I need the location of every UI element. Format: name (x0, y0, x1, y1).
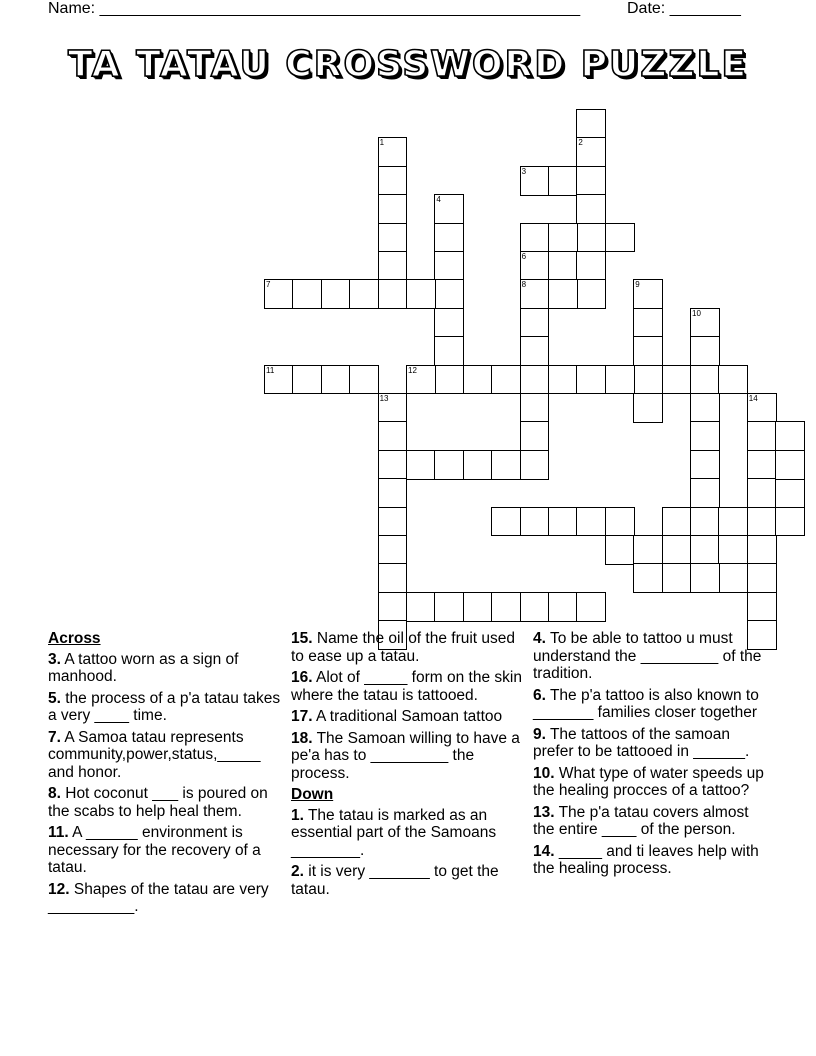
clue-text: Name the oil of the fruit used to ease up a tatau. (291, 630, 516, 665)
grid-cell[interactable] (576, 194, 606, 224)
grid-cell[interactable] (576, 507, 606, 537)
clue-number: 1 (379, 138, 385, 148)
clue-text: The tattoos of the samoan prefer to be tattooed in ______. (533, 725, 750, 760)
grid-cell[interactable] (747, 450, 777, 480)
grid-cell[interactable] (434, 450, 464, 480)
clue-text: The Samoan willing to have a pe'a has to _________ the process. (291, 729, 520, 782)
clue-label: 5. (48, 689, 61, 707)
grid-cell[interactable] (747, 478, 777, 508)
down-clue (291, 807, 529, 860)
clue-number: 14 (748, 394, 758, 403)
grid-cell[interactable] (378, 421, 408, 451)
grid-cell[interactable] (690, 535, 720, 565)
grid-cell[interactable] (633, 563, 663, 593)
grid-cell[interactable] (520, 450, 550, 480)
across-clue (48, 651, 286, 686)
grid-cell[interactable] (292, 279, 322, 309)
grid-cell[interactable] (690, 450, 720, 480)
clue-text: Hot coconut ___ is poured on the scabs to help heal them. (48, 785, 268, 820)
grid-cell[interactable] (520, 421, 550, 451)
clue-number: 3 (521, 166, 527, 176)
grid-cell[interactable] (406, 365, 436, 395)
grid-cell[interactable] (690, 478, 720, 508)
grid-cell[interactable] (690, 421, 720, 451)
grid-cell[interactable] (520, 507, 550, 537)
grid-cell[interactable] (633, 365, 663, 395)
grid-cell[interactable] (747, 563, 777, 593)
grid-cell[interactable] (264, 365, 294, 395)
clue-text: The p'a tatau covers almost the entire ____ of the person. (533, 803, 749, 838)
grid-cell[interactable] (491, 365, 521, 395)
grid-cell[interactable] (520, 393, 550, 423)
grid-cell[interactable] (378, 393, 408, 423)
grid-cell[interactable] (491, 450, 521, 480)
grid-cell[interactable] (718, 365, 748, 395)
grid-cell[interactable] (576, 279, 606, 309)
grid-cell[interactable] (747, 393, 777, 423)
grid-cell[interactable] (548, 592, 578, 622)
clue-text: the process of a p'a tatau takes a very ____ time. (48, 689, 281, 724)
grid-cell[interactable] (434, 194, 464, 224)
grid-cell[interactable] (690, 365, 720, 395)
grid-cell[interactable] (747, 507, 777, 537)
down-clue (533, 726, 765, 761)
grid-cell[interactable] (775, 450, 805, 480)
grid-cell[interactable] (718, 507, 748, 537)
grid-cell[interactable] (690, 393, 720, 423)
grid-cell[interactable] (321, 279, 351, 309)
grid-cell[interactable] (434, 223, 464, 253)
clues-column-2 (291, 630, 529, 902)
name-field[interactable]: Name: ______________________________________________________ (48, 0, 581, 17)
grid-cell[interactable] (378, 450, 408, 480)
grid-cell[interactable] (662, 563, 692, 593)
grid-cell[interactable] (633, 336, 663, 366)
grid-cell[interactable] (548, 279, 578, 309)
grid-cell[interactable] (775, 421, 805, 451)
clue-text: To be able to tattoo u must understand the _________ of the tradition. (533, 630, 762, 682)
grid-cell[interactable] (520, 279, 550, 309)
grid-cell[interactable] (378, 535, 408, 565)
grid-cell[interactable] (434, 251, 464, 281)
grid-cell[interactable] (633, 308, 663, 338)
grid-cell[interactable] (747, 421, 777, 451)
grid-cell[interactable] (605, 507, 635, 537)
clue-label: 2. (291, 863, 304, 880)
across-clue (48, 690, 286, 725)
grid-cell[interactable] (349, 279, 379, 309)
clue-number: 2 (578, 138, 583, 148)
down-clue (533, 630, 765, 683)
across-clue (291, 708, 529, 726)
grid-cell[interactable] (292, 365, 322, 395)
across-clue (48, 785, 286, 820)
down-heading: Down (291, 786, 334, 803)
clue-number: 10 (692, 308, 701, 318)
grid-cell[interactable] (491, 507, 521, 537)
grid-cell[interactable] (576, 592, 606, 622)
clue-text: A tattoo worn as a sign of manhood. (48, 650, 239, 685)
grid-cell[interactable] (463, 365, 493, 395)
grid-cell[interactable] (605, 535, 635, 565)
grid-cell[interactable] (434, 336, 464, 366)
grid-cell[interactable] (605, 365, 635, 395)
grid-cell[interactable] (406, 592, 436, 622)
clue-number: 12 (408, 365, 417, 375)
grid-cell[interactable] (633, 535, 663, 565)
grid-cell[interactable] (662, 535, 692, 565)
grid-cell[interactable] (690, 336, 720, 366)
grid-cell[interactable] (747, 535, 777, 565)
clue-label: 14. (533, 842, 555, 860)
clue-text: A traditional Samoan tattoo (312, 708, 503, 725)
clue-number: 8 (521, 280, 527, 290)
clue-label: 6. (533, 686, 546, 704)
grid-cell[interactable] (775, 507, 805, 537)
grid-cell[interactable] (576, 109, 606, 139)
across-clue (48, 729, 286, 782)
clue-label: 1. (291, 806, 304, 824)
clue-label: 4. (533, 630, 546, 647)
grid-cell[interactable] (321, 365, 351, 395)
clue-text: The p'a tattoo is also known to _______ families closer together (533, 686, 759, 721)
grid-cell[interactable] (406, 450, 436, 480)
grid-cell[interactable] (775, 478, 805, 508)
grid-cell[interactable] (662, 365, 692, 395)
grid-cell[interactable] (690, 563, 720, 593)
across-clue (291, 669, 529, 704)
grid-cell[interactable] (662, 507, 692, 537)
grid-cell[interactable] (548, 507, 578, 537)
grid-cell[interactable] (576, 223, 606, 253)
grid-cell[interactable] (434, 308, 464, 338)
grid-cell[interactable] (378, 507, 408, 537)
grid-cell[interactable] (378, 166, 408, 196)
grid-cell[interactable] (434, 592, 464, 622)
grid-cell[interactable] (548, 166, 578, 196)
puzzle-title: TA TATAU CROSSWORD PUZZLE (67, 44, 749, 85)
grid-cell[interactable] (378, 251, 408, 281)
grid-cell[interactable] (406, 279, 436, 309)
clue-label: 17. (291, 708, 313, 725)
grid-cell[interactable] (747, 592, 777, 622)
down-clue (533, 804, 765, 839)
grid-cell[interactable] (520, 251, 550, 281)
clue-label: 12. (48, 880, 70, 898)
down-clue (533, 687, 765, 722)
down-clue (533, 843, 765, 878)
grid-cell[interactable] (548, 365, 578, 395)
grid-cell[interactable] (378, 137, 408, 167)
clue-label: 11. (48, 824, 69, 841)
grid-cell[interactable] (690, 507, 720, 537)
grid-cell[interactable] (520, 166, 550, 196)
clue-label: 15. (291, 630, 313, 647)
grid-cell[interactable] (434, 365, 464, 395)
clue-number: 4 (436, 195, 441, 205)
grid-cell[interactable] (718, 563, 748, 593)
grid-cell[interactable] (633, 393, 663, 423)
across-clue (291, 630, 529, 665)
clue-number: 7 (266, 280, 271, 290)
clue-text: What type of water speeds up the healing procces of a tattoo? (533, 764, 764, 799)
clue-text: The tatau is marked as an essential part of the Samoans ________. (291, 806, 497, 859)
clue-label: 13. (533, 803, 555, 821)
across-heading: Across (48, 630, 101, 647)
down-clue (291, 863, 529, 898)
clue-label: 10. (533, 764, 555, 782)
grid-cell[interactable] (520, 336, 550, 366)
grid-cell[interactable] (576, 137, 606, 167)
clue-label: 7. (48, 728, 61, 746)
grid-cell[interactable] (576, 365, 606, 395)
clue-label: 16. (291, 669, 313, 686)
clue-text: A ______ environment is necessary for the recovery of a tatau. (48, 824, 261, 876)
grid-cell[interactable] (378, 563, 408, 593)
down-clue (533, 765, 765, 800)
grid-cell[interactable] (520, 592, 550, 622)
grid-cell[interactable] (690, 308, 720, 338)
clue-text: Shapes of the tatau are very __________. (48, 880, 269, 915)
grid-cell[interactable] (520, 365, 550, 395)
clues-column-3 (533, 630, 765, 882)
date-field[interactable]: Date: ________ (627, 0, 741, 17)
grid-cell[interactable] (378, 592, 408, 622)
grid-cell[interactable] (463, 450, 493, 480)
grid-cell[interactable] (605, 223, 635, 253)
grid-cell[interactable] (434, 279, 464, 309)
across-clue (48, 881, 286, 916)
clue-number: 9 (635, 280, 640, 290)
grid-cell[interactable] (576, 166, 606, 196)
grid-cell[interactable] (520, 308, 550, 338)
clue-label: 18. (291, 729, 313, 747)
clue-label: 8. (48, 785, 61, 802)
grid-cell[interactable] (491, 592, 521, 622)
clue-text: _____ and ti leaves help with the healing process. (533, 842, 759, 877)
grid-cell[interactable] (463, 592, 493, 622)
clue-label: 3. (48, 650, 61, 668)
grid-cell[interactable] (264, 279, 294, 309)
grid-cell[interactable] (548, 223, 578, 253)
grid-cell[interactable] (718, 535, 748, 565)
grid-cell[interactable] (576, 251, 606, 281)
clue-number: 13 (379, 394, 389, 403)
grid-cell[interactable] (378, 223, 408, 253)
clue-text: Alot of _____ form on the skin where the tatau is tattooed. (291, 669, 522, 704)
clue-label: 9. (533, 725, 546, 743)
across-clue (48, 824, 286, 877)
grid-cell[interactable] (378, 478, 408, 508)
across-clue (291, 730, 529, 783)
clue-number: 6 (521, 252, 527, 261)
clue-text: it is very _______ to get the tatau. (291, 863, 499, 898)
clue-number: 11 (266, 365, 275, 375)
clues-column-1 (48, 630, 286, 920)
grid-cell[interactable] (349, 365, 379, 395)
grid-cell[interactable] (378, 194, 408, 224)
grid-cell[interactable] (378, 279, 408, 309)
grid-cell[interactable] (520, 223, 550, 253)
grid-cell[interactable] (633, 279, 663, 309)
clue-text: A Samoa tatau represents community,power,status,_____ and honor. (48, 728, 261, 781)
